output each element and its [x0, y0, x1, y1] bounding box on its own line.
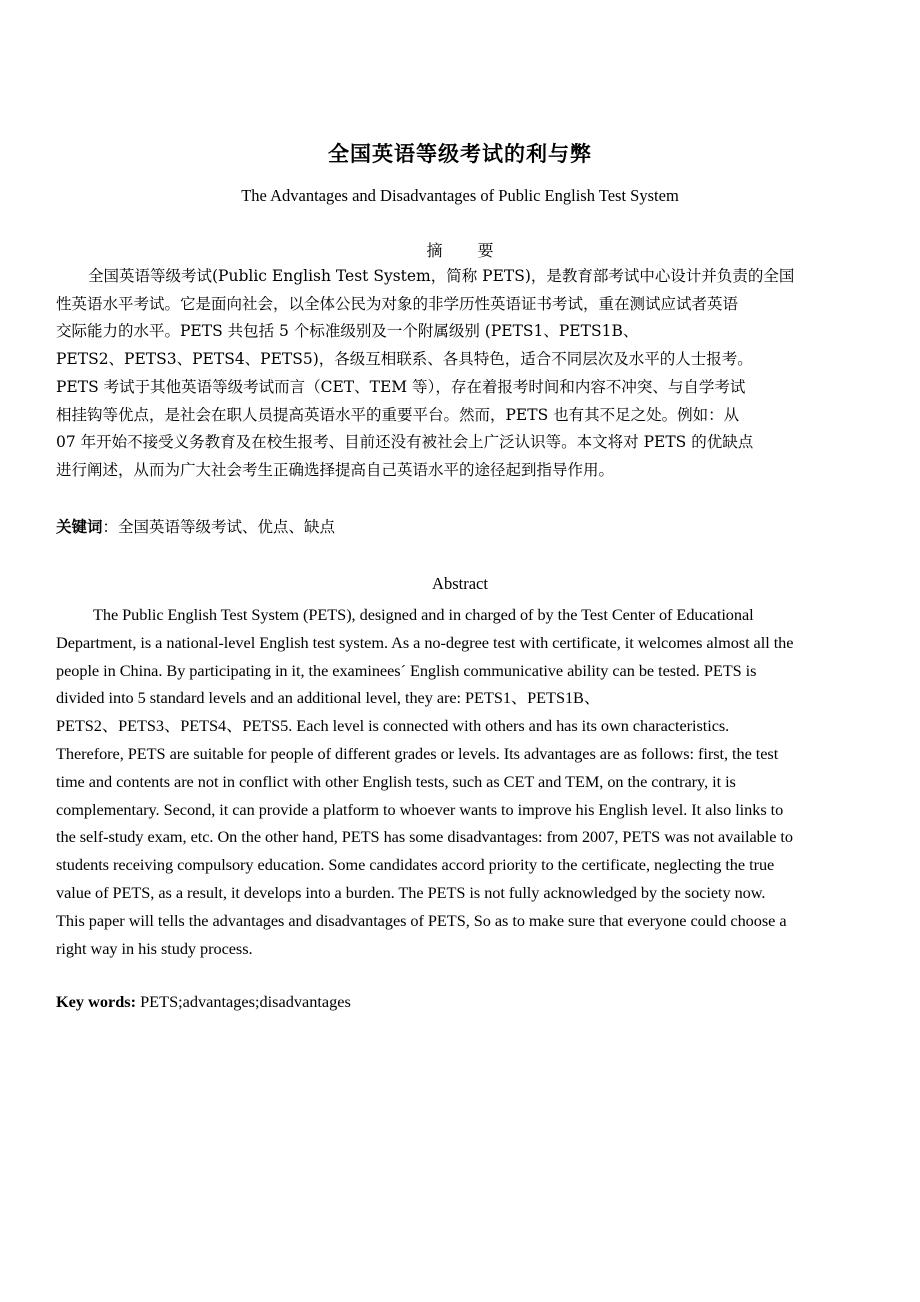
keywords-label-english: Key words: — [56, 992, 137, 1011]
abstract-cn-line: 进行阐述，从而为广大社会考生正确选择提高自己英语水平的途径起到指导作用。 — [56, 460, 615, 479]
abstract-en-line: time and contents are not in conflict with other English tests, such as CET and TEM, on the contrary, it is — [56, 771, 736, 791]
keywords-value-chinese: ：全国英语等级考试、优点、缺点 — [102, 518, 336, 536]
abstract-en-line: Department, is a national-level English test system. As a no-degree test with certificate, it welcomes almost all the — [56, 632, 794, 652]
abstract-en-line: divided into 5 standard levels and an additional level, they are: PETS1、PETS1B、 — [56, 688, 601, 708]
abstract-cn-line: 全国英语等级考试(Public English Test System，简称 PETS)，是教育部考试中心设计并负责的全国 — [88, 267, 795, 285]
abstract-en-line: Therefore, PETS are suitable for people of different grades or levels. Its advantages are as follows: first, the test — [56, 743, 779, 763]
keywords-chinese — [56, 515, 335, 537]
abstract-en-line: The Public English Test System (PETS), designed and in charged of by the Test Center of Educational — [93, 605, 754, 624]
abstract-en-line: students receiving compulsory education. Some candidates accord priority to the certificate, neglecting the true — [56, 855, 775, 875]
title-english: The Advantages and Disadvantages of Public English Test System — [241, 186, 679, 205]
abstract-cn-line: 相挂钩等优点，是社会在职人员提高英语水平的重要平台。然而，PETS 也有其不足之处。例如：从 — [56, 405, 740, 424]
abstract-cn-line: PETS2、PETS3、PETS4、PETS5)，各级互相联系、各具特色，适合不同层次及水平的人士报考。 — [56, 350, 753, 369]
abstract-heading-chinese: 摘 要 — [426, 241, 494, 260]
abstract-en-line: right way in his study process. — [56, 938, 253, 958]
abstract-en-line: value of PETS, as a result, it develops into a burden. The PETS is not fully acknowledged by the society now. — [56, 882, 766, 902]
abstract-en-line: the self-study exam, etc. On the other hand, PETS has some disadvantages: from 2007, PETS was not available to — [56, 827, 793, 847]
abstract-body-chinese — [56, 263, 876, 485]
keywords-label-chinese: 关键词 — [56, 517, 103, 536]
keywords-english — [56, 992, 351, 1012]
abstract-cn-line: 交际能力的水平。PETS 共包括 5 个标准级别及一个附属级别 (PETS1、PETS1B、 — [56, 322, 639, 341]
keywords-value-english: PETS;advantages;disadvantages — [136, 992, 351, 1011]
abstract-cn-line: 性英语水平考试。它是面向社会，以全体公民为对象的非学历性英语证书考试，重在测试应试者英语 — [56, 294, 739, 313]
title-chinese: 全国英语等级考试的利与弊 — [328, 141, 592, 166]
abstract-heading-english: Abstract — [432, 574, 488, 593]
abstract-en-line: PETS2、PETS3、PETS4、PETS5. Each level is connected with others and has its own characteristics. — [56, 716, 730, 736]
abstract-cn-line: PETS 考试于其他英语等级考试而言（CET、TEM 等），存在着报考时间和内容不冲突、与自学考试 — [56, 377, 746, 396]
abstract-en-line: This paper will tells the advantages and disadvantages of PETS, So as to make sure that everyone could choose a — [56, 910, 787, 930]
abstract-body-english — [56, 601, 878, 962]
abstract-cn-line: 07 年开始不接受义务教育及在校生报考、目前还没有被社会上广泛认识等。本文将对 PETS 的优缺点 — [56, 433, 754, 452]
abstract-en-line: complementary. Second, it can provide a platform to whoever wants to improve his English level. It also links to — [56, 799, 784, 819]
abstract-en-line: people in China. By participating in it, the examinees´ English communicative ability can be tested. PETS is — [56, 660, 757, 680]
